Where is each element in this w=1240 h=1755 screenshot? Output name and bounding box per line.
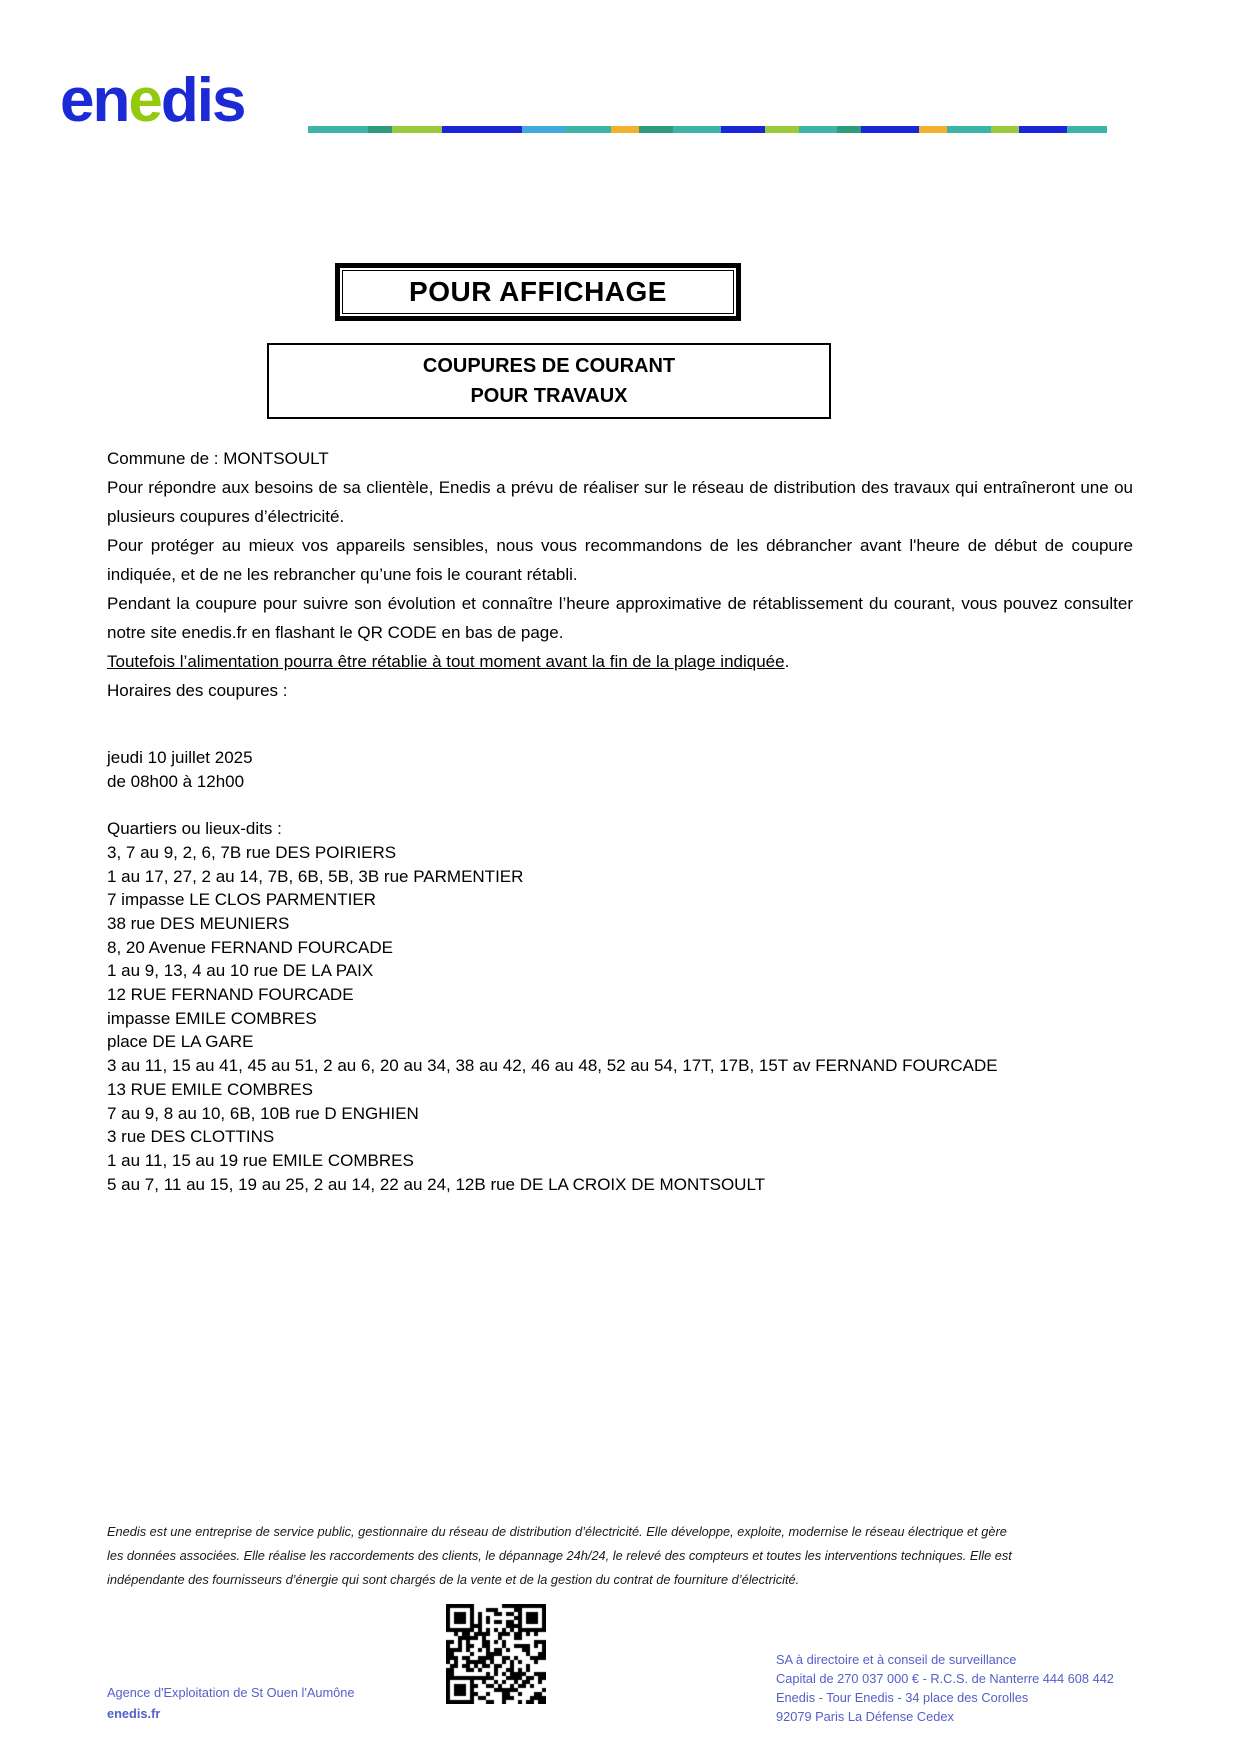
brand-strip-segment [673, 126, 721, 133]
street-line: 1 au 17, 27, 2 au 14, 7B, 6B, 5B, 3B rue PARMENTIER [107, 866, 524, 886]
paragraph-protection: Pour protéger au mieux vos appareils sensibles, nous vous recommandons de les débrancher avant l'heure de début de coupure indiquée, et de ne les rebrancher qu’une fois le courant rétabli. [107, 536, 1133, 584]
street-line: impasse EMILE COMBRES [107, 1008, 317, 1028]
street-line: 1 au 11, 15 au 19 rue EMILE COMBRES [107, 1150, 414, 1170]
brand-strip-segment [368, 126, 392, 133]
coupures-title-line2: POUR TRAVAUX [470, 385, 628, 407]
commune-line: Commune de : MONTSOULT [107, 449, 329, 468]
coupure-date: jeudi 10 juillet 2025 [107, 748, 253, 767]
paragraph-intro: Pour répondre aux besoins de sa clientèle, Enedis a prévu de réaliser sur le réseau de distribution des travaux qui entraîneront une ou plusieurs coupures d’électricité. [107, 478, 1133, 526]
street-line: 3, 7 au 9, 2, 6, 7B rue DES POIRIERS [107, 842, 397, 862]
footer-company-block [776, 1650, 1114, 1726]
footer-company-line: Enedis - Tour Enedis - 34 place des Corolles [776, 1690, 1029, 1705]
brand-strip-segment [442, 126, 522, 133]
footer-website: enedis.fr [107, 1706, 161, 1721]
street-line: place DE LA GARE [107, 1032, 254, 1052]
paragraph-qrcode: Pendant la coupure pour suivre son évolution et connaître l’heure approximative de rétablissement du courant, vous pouvez consulter notre site enedis.fr en flashant le QR CODE en bas de page. [107, 594, 1133, 642]
footer-agency-block [107, 1682, 354, 1724]
brand-strip-segment [611, 126, 639, 133]
logo-text-blue-2: dis [160, 66, 245, 135]
spacer [107, 705, 1133, 746]
enedis-logo [60, 66, 244, 136]
schedule-and-streets [107, 746, 1133, 1196]
brand-strip-segment [392, 126, 442, 133]
brand-color-strip [308, 126, 1107, 133]
paragraph-toutefois [107, 647, 1133, 676]
street-line: 7 au 9, 8 au 10, 6B, 10B rue D ENGHIEN [107, 1103, 419, 1123]
brand-strip-segment [308, 126, 368, 133]
street-line: 38 rue DES MEUNIERS [107, 913, 290, 933]
footer-company-line: 92079 Paris La Défense Cedex [776, 1709, 954, 1724]
about-enedis-text: Enedis est une entreprise de service public, gestionnaire du réseau de distribution d’électricité. Elle développe, exploite, modernise le réseau électrique et gère les données associées. Elle réalise les raccordements des clients, le dépannage 24h/24, le relevé des compteurs et toutes les interventions techniques. Elle est indépendante des fournisseurs d’énergie qui sont chargés de la vente et de la gestion du contrat de fourniture d’électricité. [107, 1524, 1012, 1587]
logo-text-blue-1: en [60, 66, 129, 135]
street-line: 8, 20 Avenue FERNAND FOURCADE [107, 937, 393, 957]
quartiers-label: Quartiers ou lieux-dits : [107, 819, 282, 839]
footer-company-line: Capital de 270 037 000 € - R.C.S. de Nanterre 444 608 442 [776, 1671, 1114, 1686]
coupures-title-line1: COUPURES DE COURANT [422, 355, 676, 377]
street-line: 12 RUE FERNAND FOURCADE [107, 985, 354, 1005]
brand-strip-segment [721, 126, 765, 133]
blank-line [107, 793, 1133, 817]
toutefois-period: . [784, 652, 790, 671]
brand-strip-segment [799, 126, 837, 133]
brand-strip-segment [1067, 126, 1107, 133]
footer-agency-line: Agence d'Exploitation de St Ouen l'Aumône [107, 1685, 355, 1700]
brand-strip-segment [1019, 126, 1067, 133]
brand-strip-segment [522, 126, 566, 133]
toutefois-underlined: Toutefois l’alimentation pourra être rétablie à tout moment avant la fin de la plage indiquée [107, 652, 785, 671]
brand-strip-segment [765, 126, 799, 133]
brand-strip-segment [861, 126, 919, 133]
brand-strip-segment [639, 126, 673, 133]
street-line: 13 RUE EMILE COMBRES [107, 1079, 313, 1099]
body-text [107, 444, 1133, 1196]
street-line: 7 impasse LE CLOS PARMENTIER [107, 890, 376, 910]
coupures-box [267, 343, 831, 419]
street-line: 3 rue DES CLOTTINS [107, 1127, 275, 1147]
brand-strip-segment [566, 126, 611, 133]
logo-text-green: e [128, 66, 161, 135]
brand-strip-segment [837, 126, 861, 133]
street-line: 1 au 9, 13, 4 au 10 rue DE LA PAIX [107, 961, 374, 981]
coupure-time: de 08h00 à 12h00 [107, 771, 245, 791]
brand-strip-segment [919, 126, 947, 133]
pour-affichage-title: POUR AFFICHAGE [342, 270, 734, 314]
qr-code [446, 1604, 546, 1704]
brand-strip-segment [991, 126, 1019, 133]
horaires-label: Horaires des coupures : [107, 681, 288, 700]
street-line: 5 au 7, 11 au 15, 19 au 25, 2 au 14, 22 au 24, 12B rue DE LA CROIX DE MONTSOULT [107, 1174, 766, 1194]
footer-company-line: SA à directoire et à conseil de surveillance [776, 1652, 1017, 1667]
pour-affichage-box [335, 263, 741, 321]
street-line: 3 au 11, 15 au 41, 45 au 51, 2 au 6, 20 au 34, 38 au 42, 46 au 48, 52 au 54, 17T, 17B, 15T av FERNAND FOURCADE [107, 1056, 998, 1076]
brand-strip-segment [947, 126, 991, 133]
